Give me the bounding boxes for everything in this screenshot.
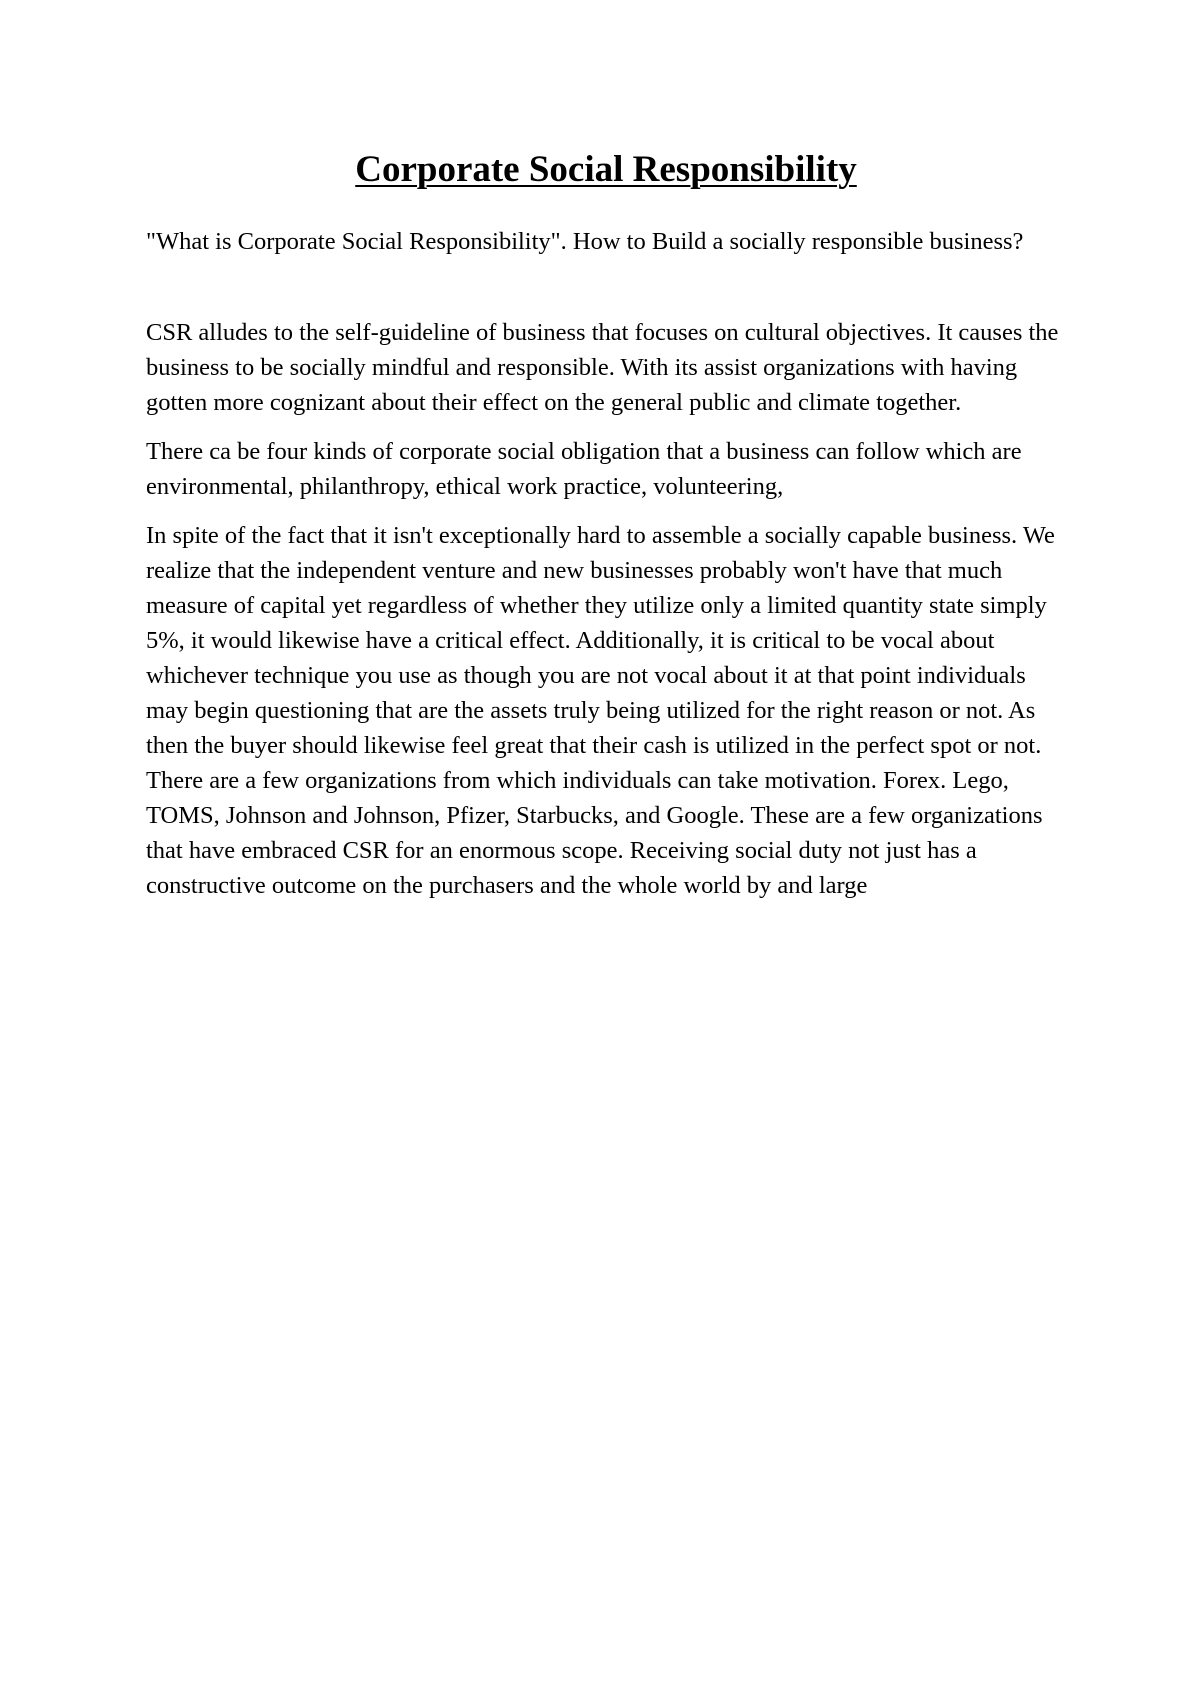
document-subtitle: "What is Corporate Social Responsibility". How to Build a socially responsible business? (146, 228, 1024, 256)
paragraph-csr-building: In spite of the fact that it isn't exceptionally hard to assemble a socially capable business. We realize that the independent venture and new businesses probably won't have that much measure of capital yet regardless of whether they utilize only a limited quantity state simply 5%, it would likewise have a critical effect. Additionally, it is critical to be vocal about whichever technique you use as though you are not vocal about it at that point individuals may begin questioning that are the assets truly being utilized for the right reason or not. As then the buyer should likewise feel great that their cash is utilized in the perfect spot or not. There are a few organizations from which individuals can take motivation. Forex. Lego, TOMS, Johnson and Johnson, Pfizer, Starbucks, and Google. These are a few organizations that have embraced CSR for an enormous scope. Receiving social duty not just has a constructive outcome on the purchasers and the whole world by and large (146, 522, 1055, 900)
document-body (146, 148, 1066, 903)
paragraph-csr-kinds: There ca be four kinds of corporate social obligation that a business can follow which are environmental, philanthropy, ethical work practice, volunteering, (146, 438, 1022, 501)
document-title: Corporate Social Responsibility (355, 149, 857, 190)
paragraph-csr-definition: CSR alludes to the self-guideline of business that focuses on cultural objectives. It causes the business to be socially mindful and responsible. With its assist organizations with having gotten more cognizant about their effect on the general public and climate together. (146, 319, 1059, 417)
